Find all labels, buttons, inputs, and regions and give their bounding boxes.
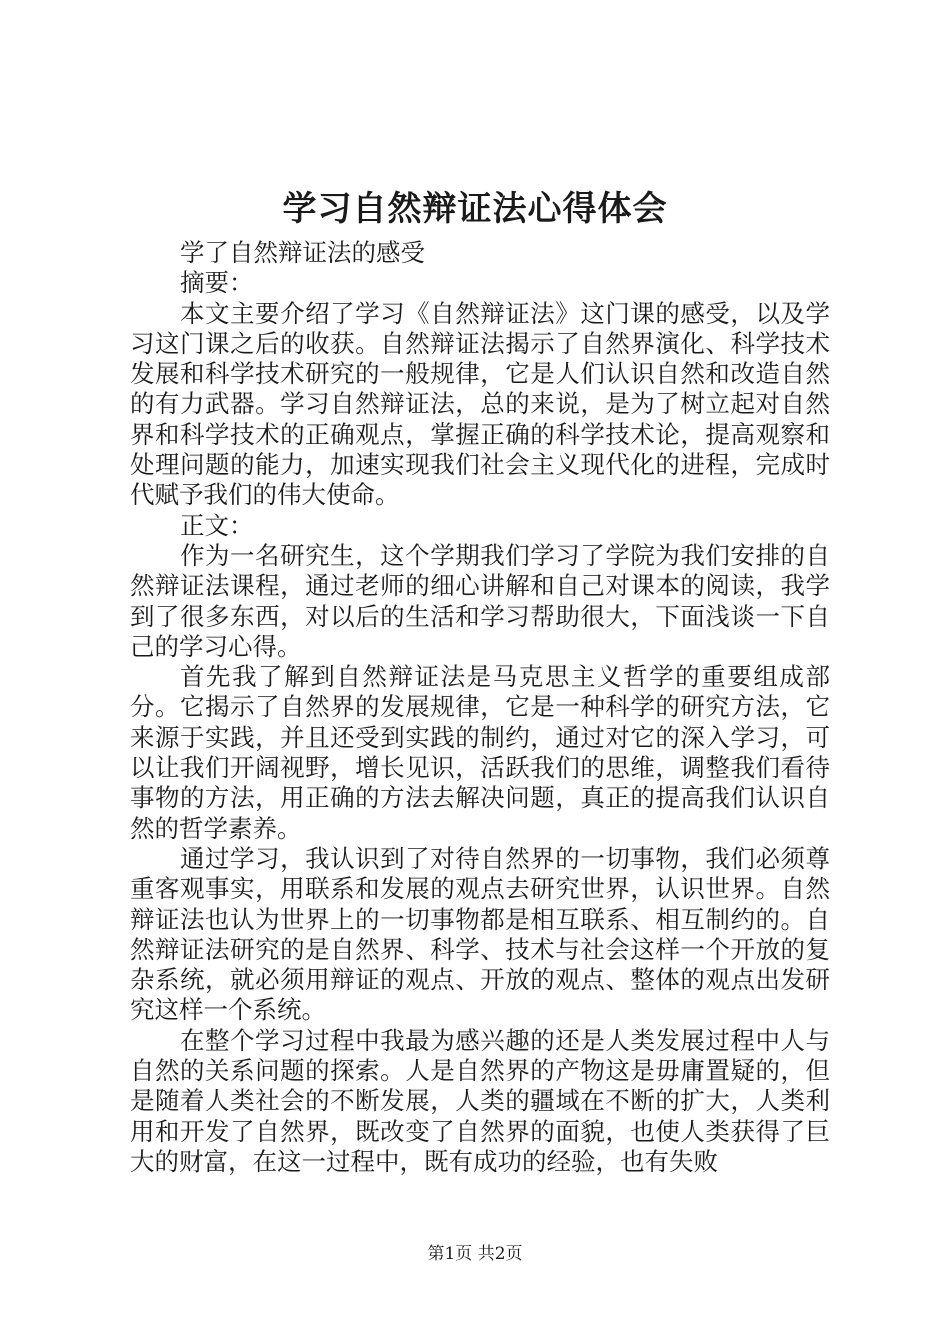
body-paragraph: 通过学习，我认识到了对待自然界的一切事物，我们必须尊重客观事实，用联系和发展的观点去研究世界，认识世界。自然辩证法也认为世界上的一切事物都是相互联系、相互制约的。自然辩证法研究的是自然界、科学、技术与社会这样一个开放的复杂系统，就必须用辩证的观点、开放的观点、整体的观点出发研究这样一个系统。 <box>130 843 830 1025</box>
body-paragraph: 在整个学习过程中我最为感兴趣的还是人类发展过程中人与自然的关系问题的探索。人是自然界的产物这是毋庸置疑的，但是随着人类社会的不断发展，人类的疆域在不断的扩大，人类利用和开发了自然界，既改变了自然界的面貌，也使人类获得了巨大的财富，在这一过程中，既有成功的经验，也有失败 <box>130 1025 830 1176</box>
document-title: 学习自然辩证法心得体会 <box>282 189 668 229</box>
body-paragraph: 首先我了解到自然辩证法是马克思主义哲学的重要组成部分。它揭示了自然界的发展规律，它是一种科学的研究方法，它来源于实践，并且还受到实践的制约，通过对它的深入学习，可以让我们开阔视野，增长见识，活跃我们的思维，调整我们看待事物的方法，用正确的方法去解决问题，真正的提高我们认识自然的哲学素养。 <box>130 662 830 843</box>
page-number-footer: 第1页 共2页 <box>427 1244 523 1264</box>
subtitle-paragraph: 学了自然辩证法的感受 <box>180 238 425 267</box>
body-paragraph: 作为一名研究生，这个学期我们学习了学院为我们安排的自然辩证法课程，通过老师的细心讲解和自己对课本的阅读，我学到了很多东西，对以后的生活和学习帮助很大，下面浅谈一下自己的学习心得。 <box>130 540 830 661</box>
document-body <box>130 238 830 1177</box>
main-text-heading: 正文： <box>180 510 254 540</box>
abstract-paragraph: 本文主要介绍了学习《自然辩证法》这门课的感受，以及学习这门课之后的收获。自然辩证法揭示了自然界演化、科学技术发展和科学技术研究的一般规律，它是人们认识自然和改造自然的有力武器。学习自然辩证法，总的来说，是为了树立起对自然界和科学技术的正确观点，掌握正确的科学技术论，提高观察和处理问题的能力，加速实现我们社会主义现代化的进程，完成时代赋予我们的伟大使命。 <box>130 298 830 510</box>
abstract-heading: 摘要： <box>180 268 254 298</box>
